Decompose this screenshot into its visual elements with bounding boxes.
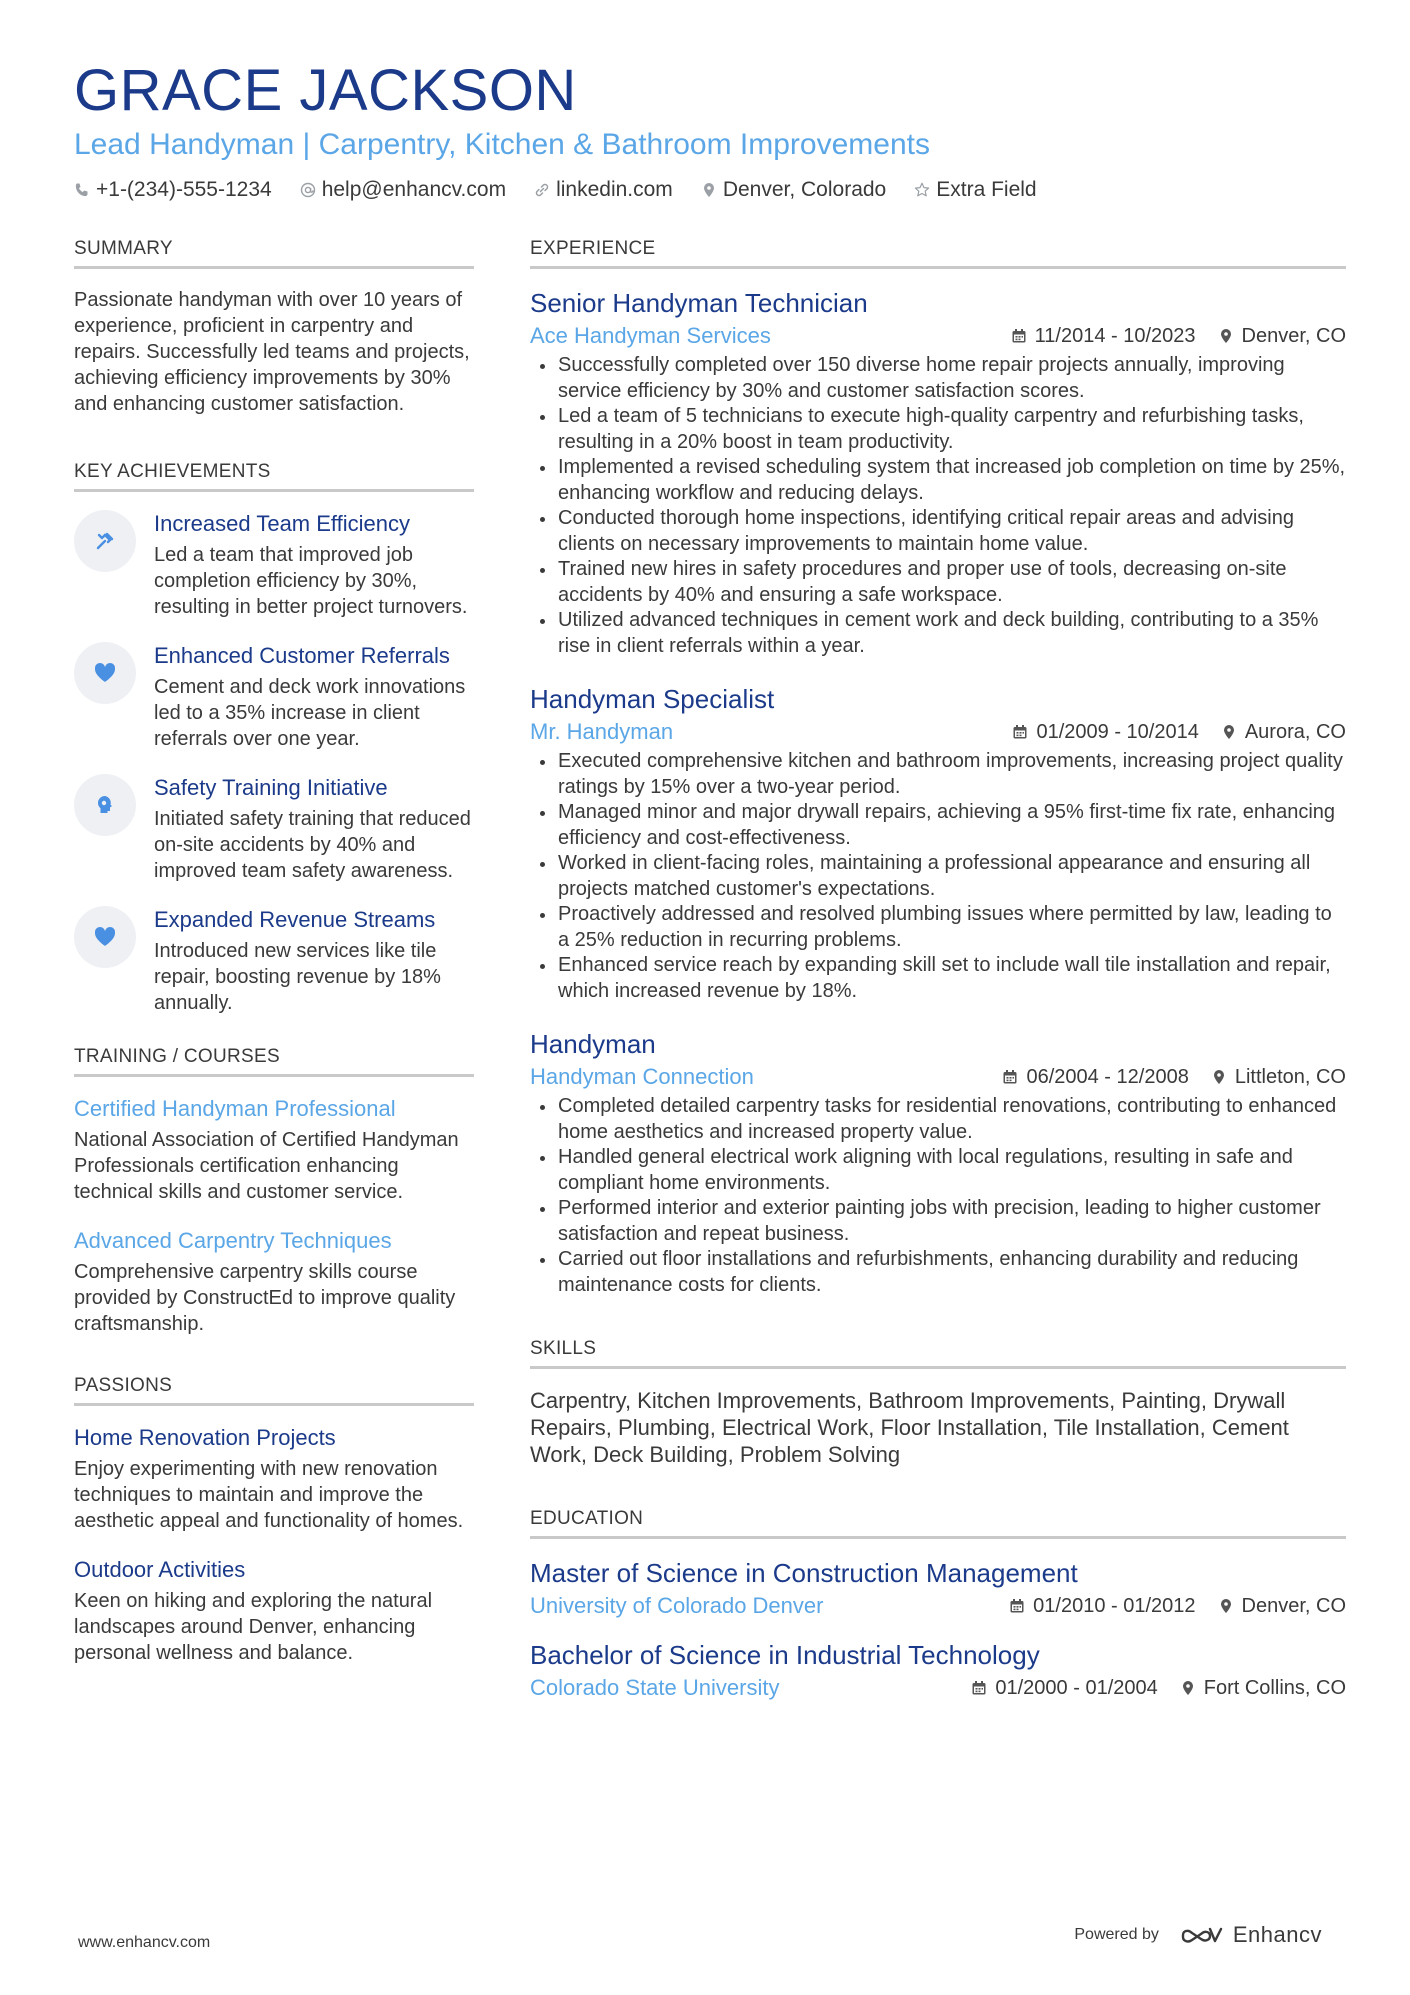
list-item: Handled general electrical work aligning with local regulations, resulting in safe and compliant home environments. [558,1145,1346,1196]
enhancv-logo-icon [1179,1924,1225,1946]
achievement-title: Expanded Revenue Streams [154,907,436,932]
candidate-headline: Lead Handyman | Carpentry, Kitchen & Bathroom Improvements [74,128,930,161]
education-school: University of Colorado Denver [530,1593,824,1618]
achievement-text: Led a team that improved job completion efficiency by 30%, resulting in better project turnovers. [154,544,468,618]
achievement-text: Cement and deck work innovations led to a 35% increase in client referrals over one year. [154,676,466,750]
location-icon [1180,1680,1196,1696]
education-dates: 01/2000 - 01/2004 [995,1676,1158,1699]
course-text: Comprehensive carpentry skills course provided by ConstructEd to improve quality craftsmanship. [74,1261,456,1335]
job-dates: 01/2009 - 10/2014 [1036,720,1199,743]
achievement-item [74,510,474,620]
passion-text: Enjoy experimenting with new renovation techniques to maintain and improve the aesthetic appeal and functionality of homes. [74,1458,464,1532]
left-column [74,238,474,1666]
contact-linkedin-text: linkedin.com [556,178,673,201]
list-item: Led a team of 5 technicians to execute high-quality carpentry and refurbishing tasks, resulting in a 20% boost in team productivity. [558,404,1346,455]
link-icon [534,182,550,198]
passions-heading: PASSIONS [74,1375,474,1406]
job-location: Denver, CO [1241,324,1346,347]
achievement-title: Safety Training Initiative [154,775,388,800]
education-section [530,1508,1346,1701]
education-school: Colorado State University [530,1675,780,1700]
list-item: Conducted thorough home inspections, identifying critical repair areas and advising clients on necessary improvements to maintain home value. [558,506,1346,557]
achievement-title: Increased Team Efficiency [154,511,410,536]
list-item: Enhanced service reach by expanding skill set to include wall tile installation and repair, which increased revenue by 18%. [558,953,1346,1004]
education-entry [530,1639,1346,1701]
course-title: Certified Handyman Professional [74,1096,396,1121]
list-item: Executed comprehensive kitchen and bathroom improvements, increasing project quality ratings by 15% over a two-year period. [558,749,1346,800]
education-dates: 01/2010 - 01/2012 [1033,1594,1196,1617]
calendar-icon [1011,328,1027,344]
location-icon [1211,1069,1227,1085]
summary-text: Passionate handyman with over 10 years of experience, proficient in carpentry and repairs. Successfully led teams and projects, achieving efficiency improvements by 30% and enhancing customer satisfaction. [74,289,470,415]
location-icon [1218,328,1234,344]
achievement-text: Initiated safety training that reduced on-site accidents by 40% and improved team safety awareness. [154,808,471,882]
skills-heading: SKILLS [530,1338,1346,1369]
job-entry [530,287,1346,659]
calendar-icon [1009,1598,1025,1614]
at-icon [300,182,316,198]
passion-title: Outdoor Activities [74,1557,246,1582]
star-icon [914,182,930,198]
list-item: Implemented a revised scheduling system that increased job completion on time by 25%, enhancing workflow and reducing delays. [558,455,1346,506]
list-item: Successfully completed over 150 diverse home repair projects annually, improving service efficiency by 30% and customer satisfaction scores. [558,353,1346,404]
job-bullets [530,749,1346,1004]
job-dates: 06/2004 - 12/2008 [1026,1065,1189,1088]
list-item: Utilized advanced techniques in cement work and deck building, contributing to a 35% rise in client referrals within a year. [558,608,1346,659]
contact-location [701,178,886,202]
experience-section [530,238,1346,1298]
job-title: Handyman Specialist [530,684,775,714]
footer-branding [1074,1922,1322,1948]
contact-email[interactable] [300,178,506,202]
calendar-icon [1002,1069,1018,1085]
training-section [74,1046,474,1337]
contact-linkedin[interactable] [534,178,673,202]
course-text: National Association of Certified Handyman Professionals certification enhancing technical skills and customer service. [74,1129,459,1203]
summary-heading: SUMMARY [74,238,474,269]
location-icon [701,182,717,198]
job-bullets [530,1094,1346,1298]
heart-icon [74,906,136,968]
contact-phone[interactable] [74,178,272,202]
achievements-heading: KEY ACHIEVEMENTS [74,461,474,492]
course-title: Advanced Carpentry Techniques [74,1228,392,1253]
tools-icon [74,510,136,572]
job-company: Mr. Handyman [530,719,674,744]
training-heading: TRAINING / COURSES [74,1046,474,1077]
heart-icon [74,642,136,704]
passion-item [74,1556,474,1666]
contact-location-text: Denver, Colorado [722,178,887,201]
list-item: Worked in client-facing roles, maintaining a professional appearance and ensuring all projects matched customer's expectations. [558,851,1346,902]
passion-item [74,1424,474,1534]
brand-logo[interactable] [1179,1922,1322,1948]
education-heading: EDUCATION [530,1508,1346,1539]
experience-heading: EXPERIENCE [530,238,1346,269]
job-company: Ace Handyman Services [530,323,771,348]
passion-text: Keen on hiking and exploring the natural landscapes around Denver, enhancing personal wellness and balance. [74,1590,433,1664]
course-item [74,1227,474,1337]
education-location: Denver, CO [1241,1594,1346,1617]
passions-section [74,1375,474,1666]
education-degree: Master of Science in Construction Management [530,1558,1078,1588]
achievement-item [74,642,474,752]
job-location: Aurora, CO [1244,720,1346,743]
job-title: Handyman [530,1029,656,1059]
job-title: Senior Handyman Technician [530,288,868,318]
contact-extra [914,178,1036,202]
achievements-section [74,461,474,1016]
job-company: Handyman Connection [530,1064,754,1089]
footer-site-link[interactable]: www.enhancv.com [78,1934,211,1951]
job-entry [530,1028,1346,1298]
contact-phone-text: +1-(234)-555-1234 [96,178,272,201]
education-location: Fort Collins, CO [1203,1676,1346,1699]
contact-email-text: help@enhancv.com [321,178,507,201]
job-bullets [530,353,1346,659]
achievement-item [74,906,474,1016]
list-item: Performed interior and exterior painting jobs with precision, leading to higher customer satisfaction and repeat business. [558,1196,1346,1247]
skills-text: Carpentry, Kitchen Improvements, Bathroom Improvements, Painting, Drywall Repairs, Plumbing, Electrical Work, Floor Installation, Tile Installation, Cement Work, Deck Building, Problem Solving [530,1388,1289,1467]
powered-by-label: Powered by [1074,1926,1159,1943]
candidate-name: GRACE JACKSON [74,58,577,123]
job-dates: 11/2014 - 10/2023 [1034,324,1196,347]
job-entry [530,683,1346,1004]
education-entry [530,1557,1346,1619]
brand-name: Enhancv [1232,1922,1322,1947]
passion-title: Home Renovation Projects [74,1425,336,1450]
contact-extra-text: Extra Field [936,178,1037,201]
list-item: Carried out floor installations and refurbishments, enhancing durability and reducing maintenance costs for clients. [558,1247,1346,1298]
contact-bar [74,178,1037,202]
achievement-title: Enhanced Customer Referrals [154,643,450,668]
list-item: Trained new hires in safety procedures and proper use of tools, decreasing on-site accidents by 40% and ensuring a safe workspace. [558,557,1346,608]
course-item [74,1095,474,1205]
right-column [530,238,1346,1721]
calendar-icon [971,1680,987,1696]
job-location: Littleton, CO [1234,1065,1346,1088]
calendar-icon [1012,724,1028,740]
achievement-text: Introduced new services like tile repair, boosting revenue by 18% annually. [154,940,441,1014]
summary-section [74,238,474,417]
location-icon [1221,724,1237,740]
skills-section [530,1338,1346,1468]
list-item: Proactively addressed and resolved plumbing issues where permitted by law, leading to a 25% reduction in recurring problems. [558,902,1346,953]
education-degree: Bachelor of Science in Industrial Technology [530,1640,1040,1670]
list-item: Completed detailed carpentry tasks for residential renovations, contributing to enhanced home aesthetics and increased property value. [558,1094,1346,1145]
head-icon [74,774,136,836]
location-icon [1218,1598,1234,1614]
phone-icon [74,182,90,198]
list-item: Managed minor and major drywall repairs, achieving a 95% first-time fix rate, enhancing efficiency and cost-effectiveness. [558,800,1346,851]
achievement-item [74,774,474,884]
